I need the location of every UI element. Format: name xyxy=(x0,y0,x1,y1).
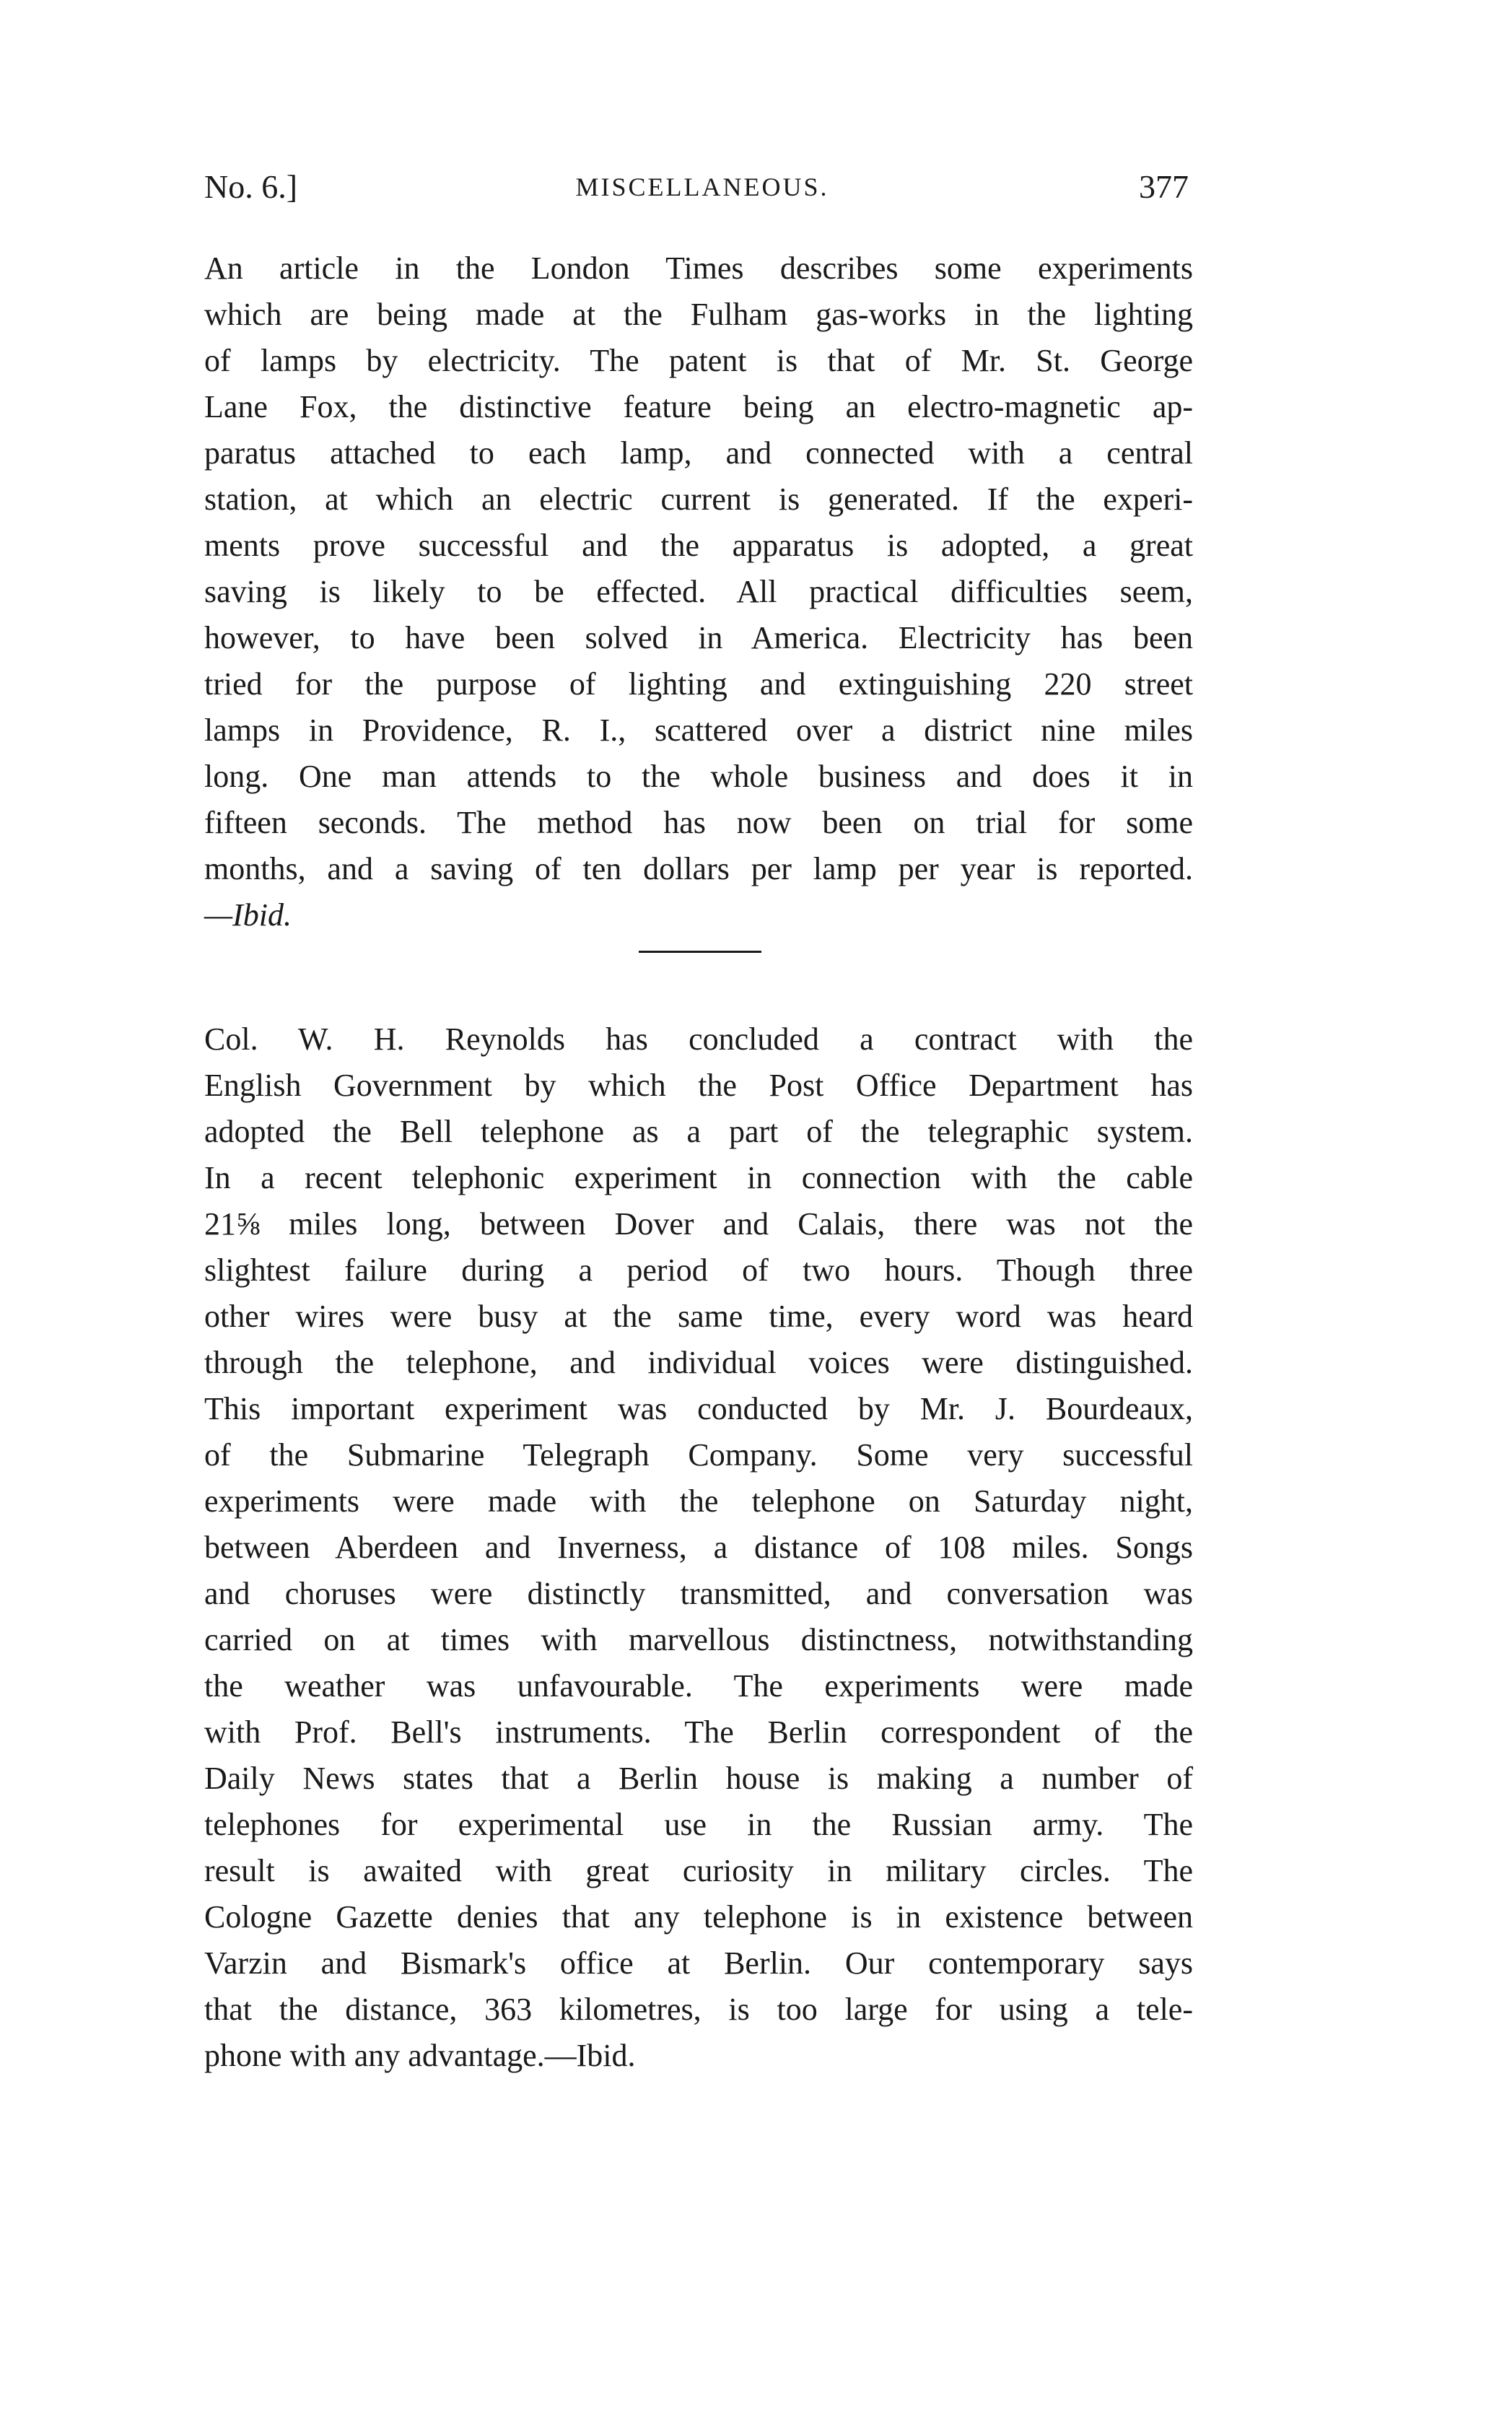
section-title: MISCELLANEOUS. xyxy=(575,173,829,201)
text-line: tried for the purpose of lighting and extinguishing 220 street xyxy=(204,666,1193,702)
text-line: slightest failure during a period of two hours. Though three xyxy=(204,1252,1193,1288)
text-line: however, to have been solved in America. Electricity has been xyxy=(204,620,1193,655)
text-line: of the Submarine Telegraph Company. Some very successful xyxy=(204,1437,1193,1473)
text-line: Lane Fox, the distinctive feature being an electro-magnetic ap- xyxy=(204,389,1193,424)
article-telephone xyxy=(204,1016,1193,2079)
text-line: between Aberdeen and Inverness, a distance of 108 miles. Songs xyxy=(204,1530,1193,1565)
text-line: and choruses were distinctly transmitted, and conversation was xyxy=(204,1576,1193,1611)
text-line: fifteen seconds. The method has now been on trial for some xyxy=(204,805,1193,840)
text-line: lamps in Providence, R. I., scattered over a district nine miles xyxy=(204,712,1193,748)
issue-number: No. 6.] xyxy=(204,168,298,205)
text-line: In a recent telephonic experiment in connection with the cable xyxy=(204,1160,1193,1195)
text-line: carried on at times with marvellous distinctness, notwithstanding xyxy=(204,1622,1193,1657)
text-line: Col. W. H. Reynolds has concluded a contract with the xyxy=(204,1021,1193,1057)
text-line: This important experiment was conducted by Mr. J. Bourdeaux, xyxy=(204,1391,1193,1426)
text-line: station, at which an electric current is generated. If the experi- xyxy=(204,481,1193,517)
text-line: Cologne Gazette denies that any telephone is in existence between xyxy=(204,1899,1193,1935)
text-line: that the distance, 363 kilometres, is too large for using a tele- xyxy=(204,1992,1193,2027)
text-line: ments prove successful and the apparatus is adopted, a great xyxy=(204,528,1193,563)
text-line: the weather was unfavourable. The experiments were made xyxy=(204,1668,1193,1704)
text-line: other wires were busy at the same time, every word was heard xyxy=(204,1299,1193,1334)
text-line: experiments were made with the telephone on Saturday night, xyxy=(204,1483,1193,1519)
source-credit: —Ibid. xyxy=(204,897,292,933)
text-line: saving is likely to be effected. All practical difficulties seem, xyxy=(204,574,1193,609)
text-line: Varzin and Bismark's office at Berlin. Our contemporary says xyxy=(204,1945,1193,1981)
text-line: which are being made at the Fulham gas-works in the lighting xyxy=(204,297,1193,332)
text-line: An article in the London Times describes some experiments xyxy=(204,250,1193,286)
text-line: months, and a saving of ten dollars per lamp per year is reported. xyxy=(204,851,1193,886)
article-electric-lighting xyxy=(204,245,1193,938)
text-line: result is awaited with great curiosity in military circles. The xyxy=(204,1853,1193,1888)
text-line: paratus attached to each lamp, and connected with a central xyxy=(204,435,1193,471)
running-header xyxy=(204,167,1200,211)
page-number: 377 xyxy=(1139,168,1189,205)
text-line: 21⅝ miles long, between Dover and Calais, there was not the xyxy=(204,1206,1193,1242)
text-line: through the telephone, and individual voices were distinguished. xyxy=(204,1345,1193,1380)
text-line: phone with any advantage.—Ibid. xyxy=(204,2038,636,2073)
text-line: of lamps by electricity. The patent is that of Mr. St. George xyxy=(204,343,1193,378)
text-line: telephones for experimental use in the Russian army. The xyxy=(204,1807,1193,1842)
text-line: English Government by which the Post Office Department has xyxy=(204,1068,1193,1103)
text-line: Daily News states that a Berlin house is making a number of xyxy=(204,1761,1193,1796)
text-line: adopted the Bell telephone as a part of the telegraphic system. xyxy=(204,1114,1193,1149)
text-line: with Prof. Bell's instruments. The Berlin correspondent of the xyxy=(204,1714,1193,1750)
text-line: long. One man attends to the whole business and does it in xyxy=(204,759,1193,794)
section-divider xyxy=(639,951,761,953)
